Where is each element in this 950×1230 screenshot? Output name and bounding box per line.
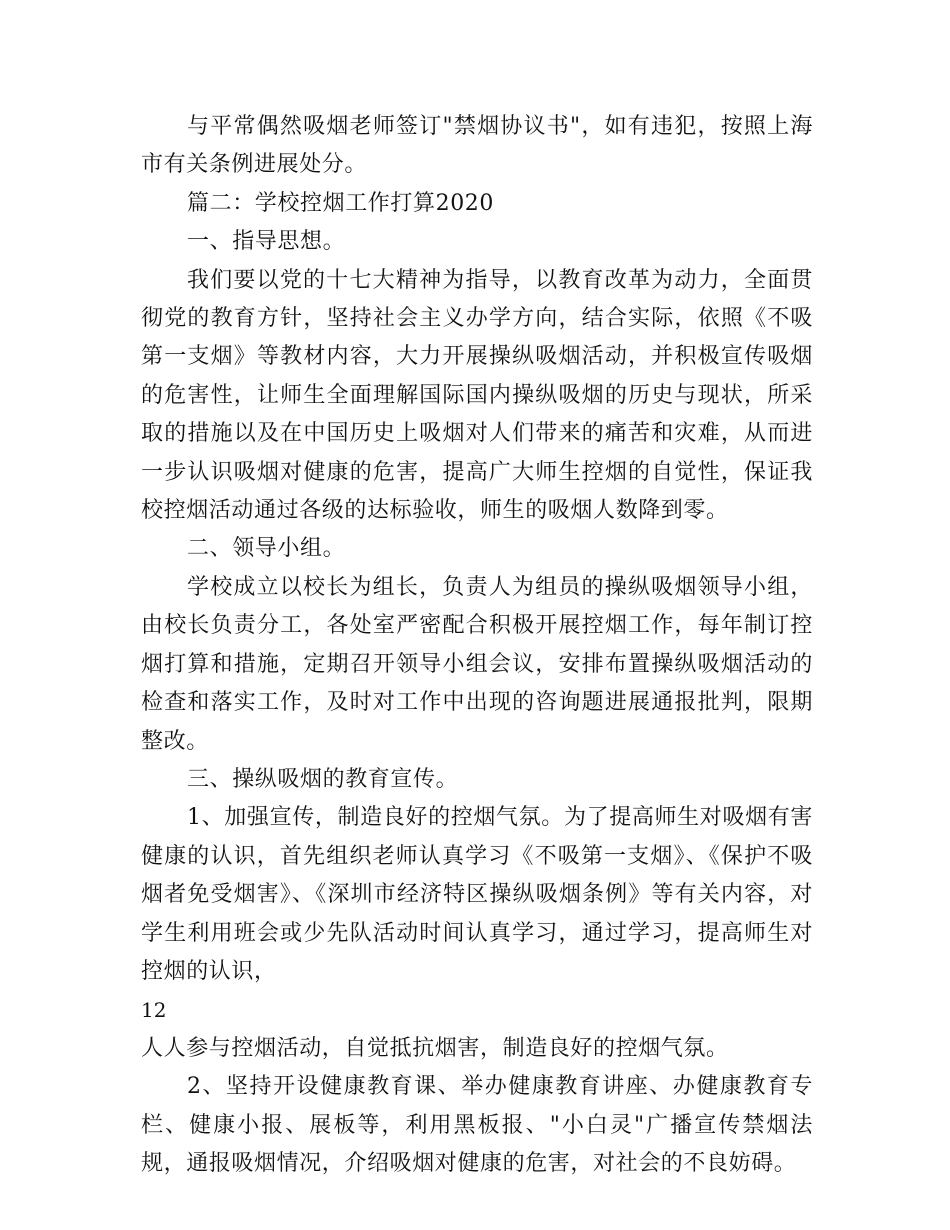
section-title: 篇二：学校控烟工作打算2020 <box>187 190 494 216</box>
heading-education-publicity: 三、操纵吸烟的教育宣传。 <box>187 766 459 792</box>
heading-leadership-group: 二、领导小组。 <box>187 536 346 562</box>
paragraph-agreement: 与平常偶然吸烟老师签订"禁烟协议书"，如有违犯，按照上海市有关条例进展处分。 <box>141 114 813 178</box>
document-page <box>141 108 813 1183</box>
page-number: 12 <box>141 998 167 1023</box>
paragraph-guiding-ideology: 我们要以党的十七大精神为指导，以教育改革为动力，全面贯彻党的教育方针，坚持社会主义办学方向，结合实际，依照《不吸第一支烟》等教材内容，大力开展操纵吸烟活动，并积极宣传吸烟的危害性，让师生全面理解国际国内操纵吸烟的历史与现状，所采取的措施以及在中国历史上吸烟对人们带来的痛苦和灾难，从而进一步认识吸烟对健康的危害，提高广大师生控烟的自觉性，保证我校控烟活动通过各级的达标验收，师生的吸烟人数降到零。 <box>141 267 813 524</box>
paragraph-publicity-1: 1、加强宣传，制造良好的控烟气氛。为了提高师生对吸烟有害健康的认识，首先组织老师认真学习《不吸第一支烟》、《保护不吸烟者免受烟害》、《深圳市经济特区操纵吸烟条例》等有关内容，对学生利用班会或少先队活动时间认真学习，通过学习，提高师生对控烟的认识， <box>141 805 813 984</box>
heading-guiding-ideology: 一、指导思想。 <box>187 229 346 255</box>
paragraph-leadership-group: 学校成立以校长为组长，负责人为组员的操纵吸烟领导小组，由校长负责分工，各处室严密配合积极开展控烟工作，每年制订控烟打算和措施，定期召开领导小组会议，安排布置操纵吸烟活动的检查和落实工作，及时对工作中出现的咨询题进展通报批判，限期整改。 <box>141 574 813 754</box>
paragraph-continuation: 人人参与控烟活动，自觉抵抗烟害，制造良好的控烟气氛。 <box>141 1035 729 1061</box>
paragraph-publicity-2: 2、坚持开设健康教育课、举办健康教育讲座、办健康教育专栏、健康小报、展板等，利用黑板报、"小白灵"广播宣传禁烟法规，通报吸烟情况，介绍吸烟对健康的危害，对社会的不良妨碍。 <box>141 1074 813 1176</box>
